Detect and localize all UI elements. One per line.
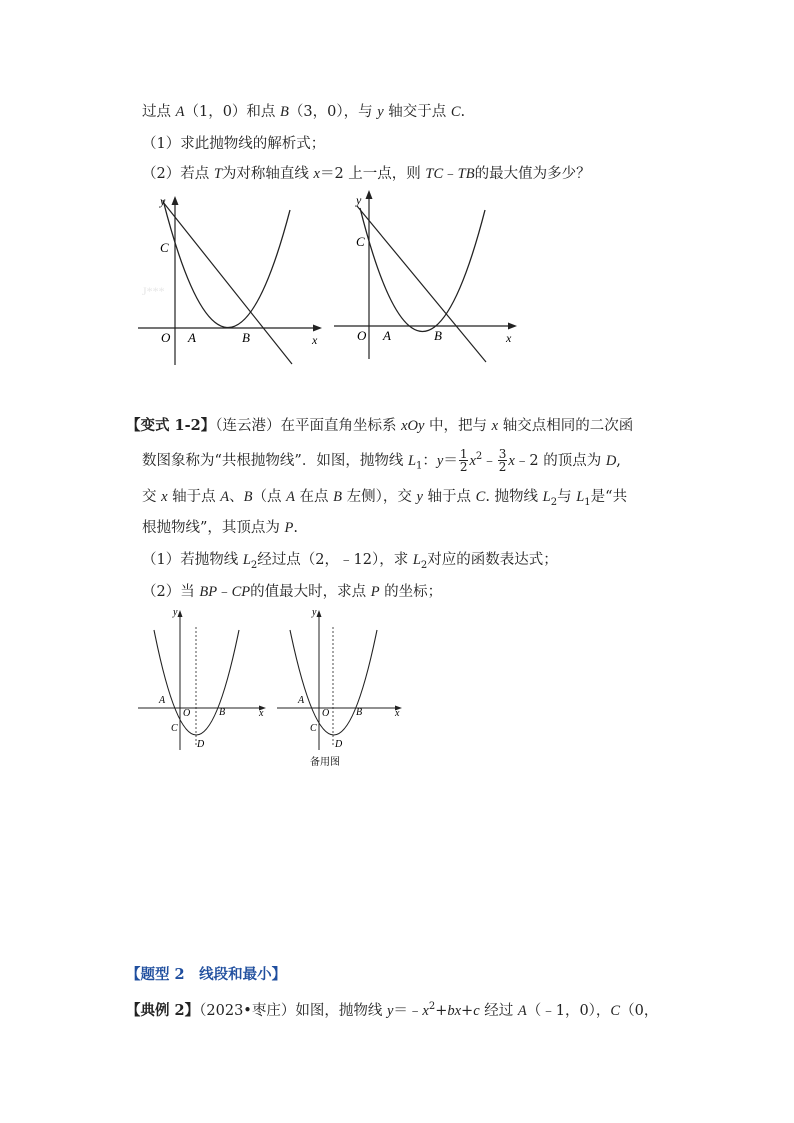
svg-text:x: x: [395, 708, 400, 719]
svg-text:x: x: [259, 708, 264, 719]
section-heading: 【题型 2 线段和最小】: [126, 966, 287, 983]
label-a: A: [383, 328, 391, 343]
label-o: O: [183, 708, 191, 719]
label-b: B: [242, 330, 250, 345]
label-b: B: [434, 328, 442, 343]
svg-text:y: y: [173, 607, 178, 618]
label-o: O: [161, 330, 171, 345]
example2-line1: 【典例 2】（2023•枣庄）如图，抛物线 $y=﹣x^2+bx+c$ 经过 A（﹣1，0），C（0，: [126, 1001, 659, 1019]
label-a: A: [188, 330, 196, 345]
problem1-question1: （1）求此抛物线的解析式；: [142, 136, 326, 152]
label-c: C: [356, 234, 365, 249]
svg-text:y: y: [312, 607, 317, 618]
fraction-one-half: $\frac{1}{2}$: [459, 447, 468, 475]
problem2-graph-right: [272, 605, 412, 770]
problem2-question2: （2）当 BP﹣CP的值最大时，求点 P 的坐标；: [142, 584, 443, 600]
x-label: x: [506, 331, 512, 345]
problem1-graph-left: [130, 190, 330, 370]
problem2-line1: 【变式 1-2】（连云港）在平面直角坐标系 xOy 中，把与 x 轴交点相同的二次函: [126, 417, 634, 434]
y-label: y: [160, 194, 166, 208]
problem2-line4: 根抛物线”，其顶点为 P.: [142, 520, 298, 536]
problem2-question1: （1）若抛物线 $L_2$经过点（2，﹣12），求 $L_2$对应的函数表达式；: [142, 552, 558, 571]
problem1-graph-right: [330, 184, 530, 364]
label-o: O: [357, 328, 367, 343]
y-label: y: [356, 193, 362, 207]
label-d: D: [197, 739, 205, 750]
figure-caption: 备用图: [310, 757, 340, 768]
parabola: [163, 200, 290, 328]
label-b: B: [219, 707, 226, 718]
x-label: x: [312, 333, 318, 347]
label-a: A: [298, 695, 305, 706]
parabola: [154, 630, 239, 735]
label-c: C: [171, 723, 178, 734]
parabola: [360, 208, 485, 332]
problem2-line3: 交 x 轴于点 A、B（点 A 在点 B 左侧），交 y 轴于点 C. 抛物线 $L_2$与 $L_1$是“共: [142, 489, 628, 508]
problem1-question2: （2）若点 T为对称轴直线 x＝2 上一点，则 TC﹣TB的最大值为多少？: [142, 166, 591, 182]
label-c: C: [310, 723, 317, 734]
fraction-three-halves: $\frac{3}{2}$: [498, 447, 507, 475]
problem1-line1: 过点 A（1，0）和点 B（3，0），与 y 轴交于点 C.: [142, 104, 466, 120]
problem2-line2: 数图象称为“共根抛物线”．如图，抛物线 $L_1$：y＝ $\frac{1}{2}$ $x^2﹣$ $\frac{3}{2}$ x﹣2 的顶点为 D,: [142, 447, 621, 475]
label-b: B: [356, 707, 363, 718]
label-c: C: [160, 240, 169, 255]
line-cb: [163, 202, 292, 364]
parabola: [290, 630, 377, 735]
label-a: A: [159, 695, 166, 706]
line-cb: [357, 206, 486, 362]
label-o: O: [322, 708, 330, 719]
watermark: J***: [142, 284, 165, 298]
label-d: D: [335, 739, 343, 750]
problem2-graph-left: [135, 605, 275, 755]
